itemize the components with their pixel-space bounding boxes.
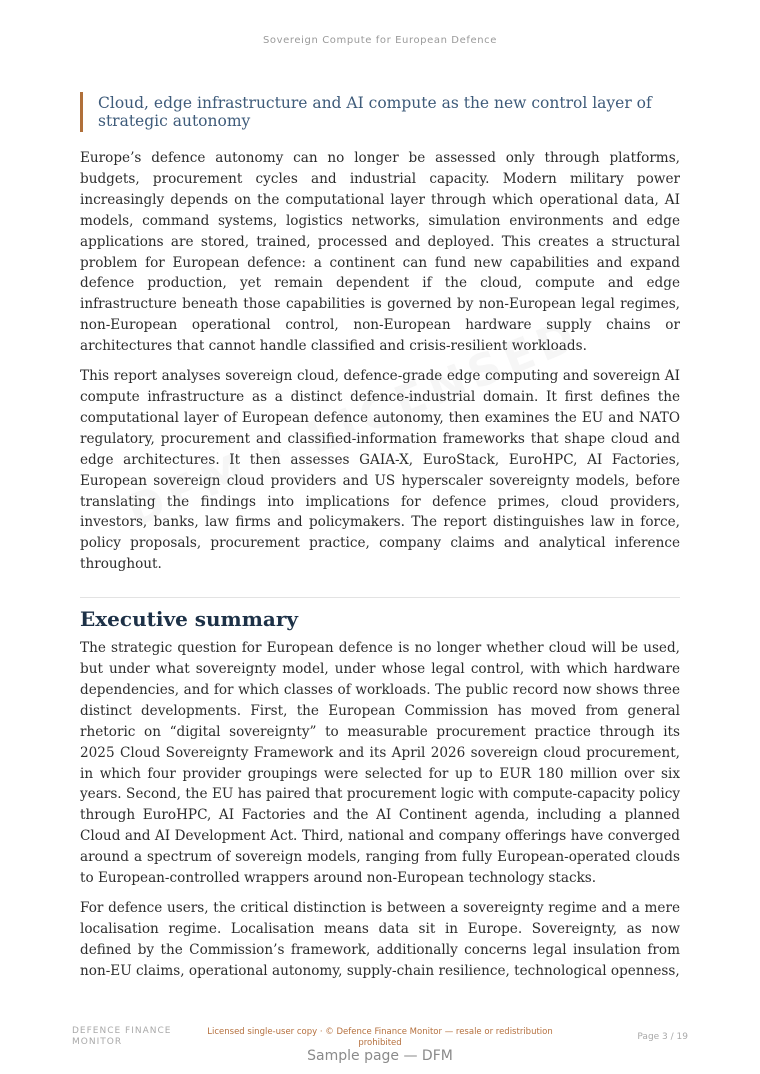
page-number: Page 3 / 19 [637, 1032, 688, 1042]
callout-box [80, 92, 680, 132]
summary-paragraph-2: For defence users, the critical distinction is between a sovereignty regime and a mere localisation regime. Localisation means data sit in Europe. Sovereignty, as now defined by the Commission’s framework, additionally concerns legal insulation from non-EU claims, operational autonomy, supply-chain resilience, technological openness, [80, 900, 680, 979]
footer-brand [72, 1026, 202, 1048]
page-content [80, 92, 680, 991]
intro-paragraph-2: This report analyses sovereign cloud, defence-grade edge computing and sovereign AI compute infrastructure as a distinct defence-industrial domain. It first defines the computational layer of European defence autonomy, then examines the EU and NATO regulatory, procurement and classified-information frameworks that shape cloud and edge architectures. It then assesses GAIA-X, EuroStack, EuroHPC, AI Factories, European sovereign cloud providers and US hyperscaler sovereignty models, before translating the findings into implications for defence primes, cloud providers, investors, banks, law firms and policymakers. The report distinguishes law in force, policy proposals, procurement practice, company claims and analytical inference throughout. [80, 368, 680, 573]
footer-brand-line-2: MONITOR [72, 1037, 123, 1047]
section-heading: Executive summary [80, 607, 298, 632]
footer-license: Licensed single-user copy · © Defence Finance Monitor — resale or redistribution prohibited [207, 1027, 553, 1048]
summary-paragraph-1: The strategic question for European defence is no longer whether cloud will be used, but under what sovereignty model, under whose legal control, with which hardware dependencies, and for which classes of workloads. The public record now shows three distinct developments. First, the European Commission has moved from general rhetoric on “digital sovereignty” to measurable procurement practice through its 2025 Cloud Sovereignty Framework and its April 2026 sovereign cloud procurement, in which four provider groupings were selected for up to EUR 180 million over six years. Second, the EU has paired that procurement logic with compute-capacity policy through EuroHPC, AI Factories and the AI Continent agenda, including a planned Cloud and AI Development Act. Third, national and company offerings have converged around a spectrum of sovereign models, ranging from fully European-operated clouds to European-controlled wrappers around non-European technology stacks. [80, 640, 680, 887]
section-divider [80, 597, 680, 598]
footer-brand-line-1: DEFENCE FINANCE [72, 1026, 172, 1036]
callout-title: Cloud, edge infrastructure and AI compute as the new control layer of strategic autonomy [98, 94, 652, 130]
running-header: Sovereign Compute for European Defence [262, 35, 498, 46]
intro-paragraph-1: Europe’s defence autonomy can no longer be assessed only through platforms, budgets, procurement cycles and industrial capacity. Modern military power increasingly depends on the computational layer through which operational data, AI models, command systems, logistics networks, simulation environments and edge applications are stored, trained, processed and deployed. This creates a structural problem for European defence: a continent can fund new capabilities and expand defence production, yet remain dependent if the cloud, compute and edge infrastructure beneath those capabilities is governed by non-European legal regimes, non-European operational control, non-European hardware supply chains or architectures that cannot handle classified and crisis-resilient workloads. [80, 150, 680, 355]
sample-label: Sample page — DFM [307, 1048, 453, 1064]
